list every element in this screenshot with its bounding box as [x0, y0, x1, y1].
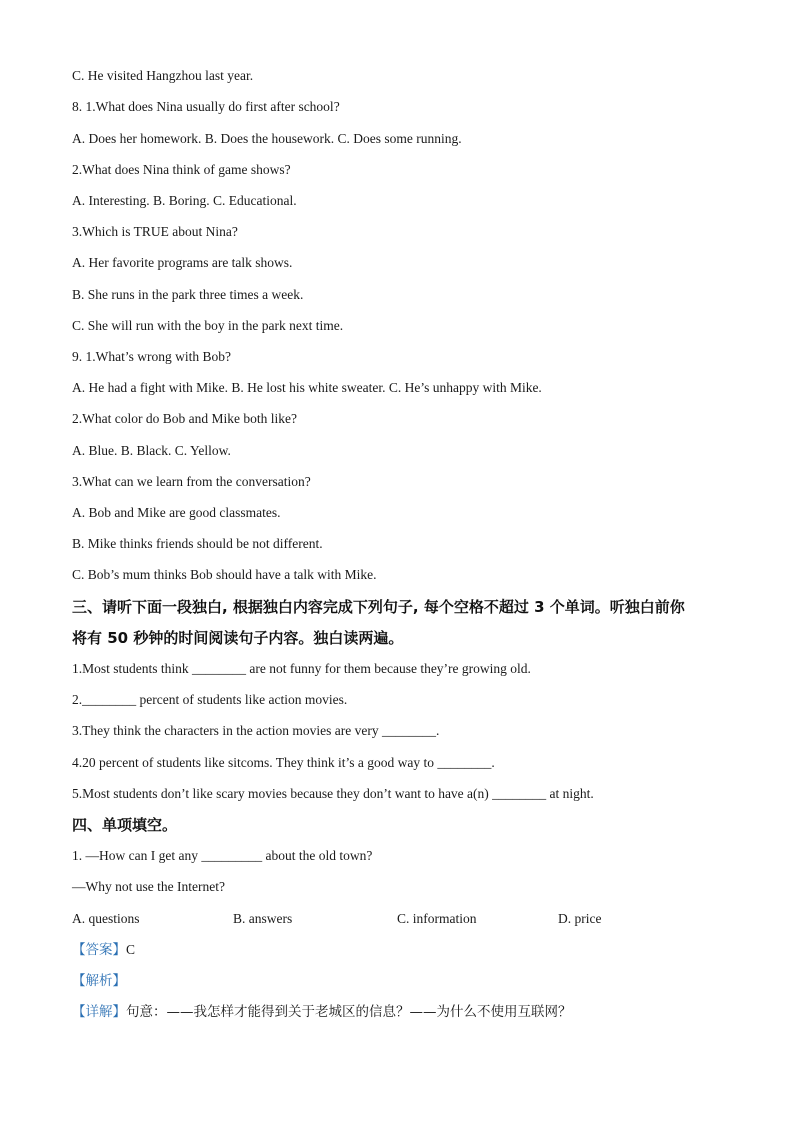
options-line: A. Blue. B. Black. C. Yellow. [72, 443, 231, 458]
section-3-heading-line1: 三、请听下面一段独白, 根据独白内容完成下列句子, 每个空格不超过 3 个单词。听独白前你 [72, 598, 685, 616]
section-3-heading-line2: 将有 50 秒钟的时间阅读句子内容。独白读两遍。 [72, 629, 404, 647]
option-d: D. price [558, 911, 602, 926]
question-8-line: 8. 1.What does Nina usually do first after school? [72, 99, 340, 114]
detail-text: 句意：——我怎样才能得到关于老城区的信息？——为什么不使用互联网？ [126, 1004, 572, 1020]
answer-tag: 【答案】 [72, 942, 126, 958]
analysis-line [72, 972, 126, 990]
option-line: C. Bob’s mum thinks Bob should have a talk with Mike. [72, 567, 377, 582]
option-a: A. questions [72, 911, 140, 926]
choice-reply: —Why not use the Internet? [72, 879, 225, 894]
option-b: B. answers [233, 911, 293, 926]
option-line: A. Her favorite programs are talk shows. [72, 255, 293, 270]
option-c: C. information [397, 911, 477, 926]
option-line: B. Mike thinks friends should be not different. [72, 536, 323, 551]
fill-blank-item: 1.Most students think ________ are not funny for them because they’re growing old. [72, 661, 531, 676]
question-9-line: 9. 1.What’s wrong with Bob? [72, 349, 231, 364]
fill-blank-item: 3.They think the characters in the action movies are very ________. [72, 723, 440, 738]
answer-line [72, 941, 135, 959]
option-line: A. Bob and Mike are good classmates. [72, 505, 281, 520]
options-line: A. Interesting. B. Boring. C. Educational. [72, 193, 297, 208]
question-line: 2.What does Nina think of game shows? [72, 162, 291, 177]
question-line: 3.What can we learn from the conversation? [72, 474, 311, 489]
analysis-tag: 【解析】 [72, 973, 126, 989]
question-line: 2.What color do Bob and Mike both like? [72, 411, 297, 426]
answer-value: C [126, 942, 136, 957]
choice-question: 1. —How can I get any _________ about the old town? [72, 848, 373, 863]
options-line: A. Does her homework. B. Does the housework. C. Does some running. [72, 131, 462, 146]
text-line: C. He visited Hangzhou last year. [72, 68, 254, 83]
option-line: C. She will run with the boy in the park next time. [72, 318, 344, 333]
option-line: B. She runs in the park three times a week. [72, 287, 304, 302]
section-4-heading: 四、单项填空。 [72, 816, 178, 834]
question-line: 3.Which is TRUE about Nina? [72, 224, 238, 239]
options-line: A. He had a fight with Mike. B. He lost his white sweater. C. He’s unhappy with Mike. [72, 380, 542, 395]
detail-tag: 【详解】 [72, 1004, 126, 1020]
fill-blank-item: 4.20 percent of students like sitcoms. They think it’s a good way to ________. [72, 755, 495, 770]
fill-blank-item: 2.________ percent of students like action movies. [72, 692, 348, 707]
fill-blank-item: 5.Most students don’t like scary movies because they don’t want to have a(n) ________ at night. [72, 786, 594, 801]
detail-line [72, 1003, 572, 1021]
